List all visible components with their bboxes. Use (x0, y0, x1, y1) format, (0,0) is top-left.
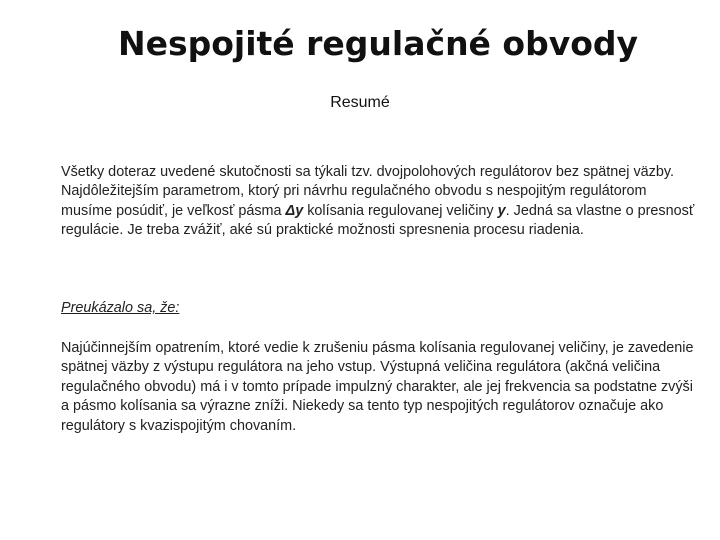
slide-subtitle: Resumé (330, 94, 390, 111)
summary-paragraph (61, 163, 701, 241)
delta-y-variable: Δy (285, 202, 304, 219)
summary-text-part2: kolísania regulovanej veličiny (303, 202, 498, 219)
y-variable: y (497, 202, 506, 219)
summary-text-part3: . Jedná sa vlastne o presnosť regulácie. Je treba zvážiť, aké sú praktické možnosti spresnenia procesu riadenia. (61, 202, 695, 239)
conclusion-paragraph: Najúčinnejším opatrením, ktoré vedie k zrušeniu pásma kolísania regulovanej veličiny, je zavedenie spätnej väzby z výstupu regulátora na jeho vstup. Výstupná veličina regulátora (akčná veličina regulačného obvodu) má i v tomto prípade impulzný charakter, ale jej frekvencia sa podstatne zvýši a pásmo kolísania sa výrazne zníži. Niekedy sa tento typ nespojitých regulátorov označuje ako regulátory s kvazispojitým chovaním. (61, 340, 694, 434)
slide-title: Nespojité regulačné obvody (117, 24, 639, 63)
section-heading: Preukázalo sa, že: (61, 300, 180, 316)
summary-text-part1: Všetky doteraz uvedené skutočnosti sa týkali tzv. dvojpolohových regulátorov bez spätnej väzby. Najdôležitejším parametrom, ktorý pri návrhu regulačného obvodu s nespojitým regulátorom musíme posúdiť, je veľkosť pásma (61, 164, 674, 219)
